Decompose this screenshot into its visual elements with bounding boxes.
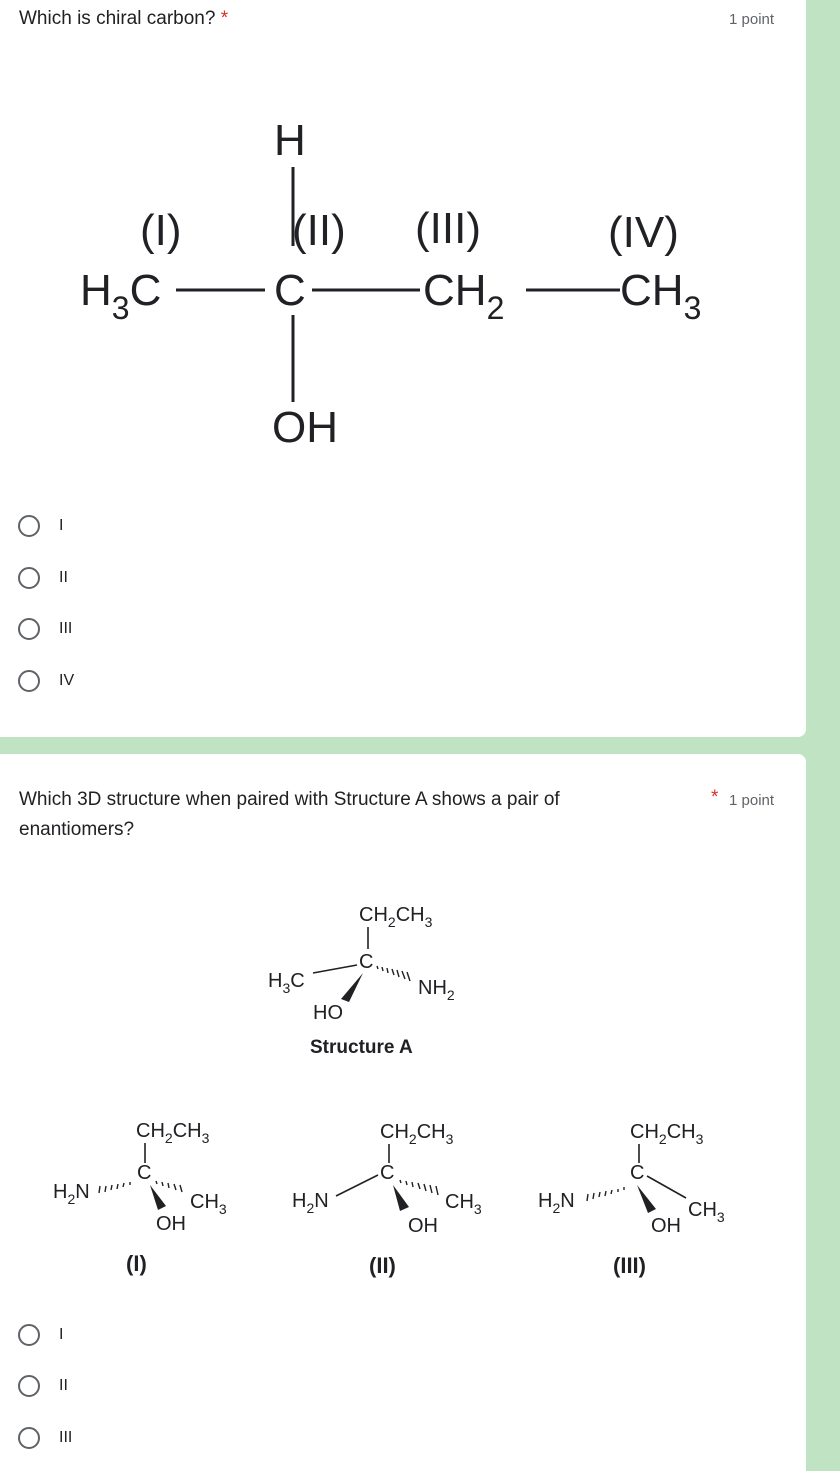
- q1-option-ii[interactable]: [18, 563, 68, 593]
- candidate-iii-right: $CH_3$: [688, 1199, 725, 1225]
- candidate-ii-figure: [290, 1106, 510, 1286]
- question-text: Which 3D structure when paired with Structure A shows a pair of enantiomers?: [19, 789, 560, 840]
- candidate-i-figure: [50, 1106, 250, 1286]
- candidate-ii-top: $CH_2CH_3$: [380, 1121, 454, 1147]
- question-title: [19, 4, 228, 34]
- atom-c-center: C: [274, 266, 306, 315]
- q1-option-iii[interactable]: [18, 614, 72, 644]
- structure-a-caption: Structure A: [310, 1037, 413, 1058]
- option-label: IV: [59, 672, 75, 689]
- candidate-iii-figure: [536, 1106, 746, 1286]
- structure-a-center-c: C: [359, 951, 374, 973]
- label-iii: (III): [415, 204, 481, 253]
- candidate-i-bottom: OH: [156, 1213, 186, 1235]
- question-text: Which is chiral carbon?: [19, 8, 216, 29]
- candidate-i-left: $H_2N$: [53, 1181, 90, 1207]
- atom-h-top: H: [274, 116, 306, 165]
- required-asterisk: *: [220, 8, 229, 29]
- structure-a-right: $NH_2$: [418, 977, 455, 1003]
- atom-ch2: $CH_2$: [423, 266, 505, 326]
- question-card-2: [0, 754, 806, 1471]
- candidate-iii-center: C: [630, 1162, 645, 1184]
- q2-option-i[interactable]: [18, 1320, 63, 1350]
- candidate-i-center: C: [137, 1162, 152, 1184]
- question-card-1: [0, 0, 806, 737]
- candidate-ii-bottom: OH: [408, 1215, 438, 1237]
- option-label: I: [59, 517, 64, 534]
- candidate-i-top: $CH_2CH_3$: [136, 1120, 210, 1146]
- radio-button[interactable]: [18, 670, 40, 692]
- structure-a-bottom: HO: [313, 1002, 343, 1024]
- q2-option-iii[interactable]: [18, 1423, 72, 1453]
- option-label: II: [59, 569, 68, 586]
- chiral-carbon-figure: [60, 100, 750, 470]
- question-title: [19, 785, 659, 845]
- points-label: 1 point: [729, 792, 775, 809]
- radio-button[interactable]: [18, 618, 40, 640]
- structure-a-left: $H_3C$: [268, 970, 305, 996]
- label-i: (I): [140, 206, 182, 255]
- candidate-i-right: $CH_3$: [190, 1191, 227, 1217]
- structure-a-figure: [255, 889, 485, 1069]
- candidate-ii-center: C: [380, 1162, 395, 1184]
- option-label: III: [59, 620, 73, 637]
- candidate-ii-left: $H_2N$: [292, 1190, 329, 1216]
- q1-option-i[interactable]: [18, 511, 63, 541]
- q1-option-iv[interactable]: [18, 666, 74, 696]
- radio-button[interactable]: [18, 1375, 40, 1397]
- atom-h3c-left: $H_3C$: [80, 266, 162, 326]
- label-iv: (IV): [608, 208, 679, 257]
- label-ii: (II): [292, 206, 346, 255]
- candidate-iii-bottom: OH: [651, 1215, 681, 1237]
- candidate-ii-label: (II): [369, 1253, 396, 1278]
- option-label: II: [59, 1377, 68, 1394]
- q2-option-ii[interactable]: [18, 1371, 68, 1401]
- atom-ch3-right: $CH_3$: [620, 266, 702, 326]
- required-asterisk: *: [711, 787, 719, 808]
- candidate-iii-left: $H_2N$: [538, 1190, 575, 1216]
- option-label: I: [59, 1326, 64, 1343]
- points-label: 1 point: [729, 11, 775, 28]
- structure-a-top: $CH_2CH_3$: [359, 904, 433, 930]
- radio-button[interactable]: [18, 515, 40, 537]
- radio-button[interactable]: [18, 1324, 40, 1346]
- candidate-ii-right: $CH_3$: [445, 1191, 482, 1217]
- candidate-i-label: (I): [126, 1251, 147, 1276]
- option-label: III: [59, 1429, 73, 1446]
- candidate-iii-top: $CH_2CH_3$: [630, 1121, 704, 1147]
- radio-button[interactable]: [18, 567, 40, 589]
- atom-oh: OH: [272, 403, 338, 452]
- candidate-iii-label: (III): [613, 1253, 646, 1278]
- radio-button[interactable]: [18, 1427, 40, 1449]
